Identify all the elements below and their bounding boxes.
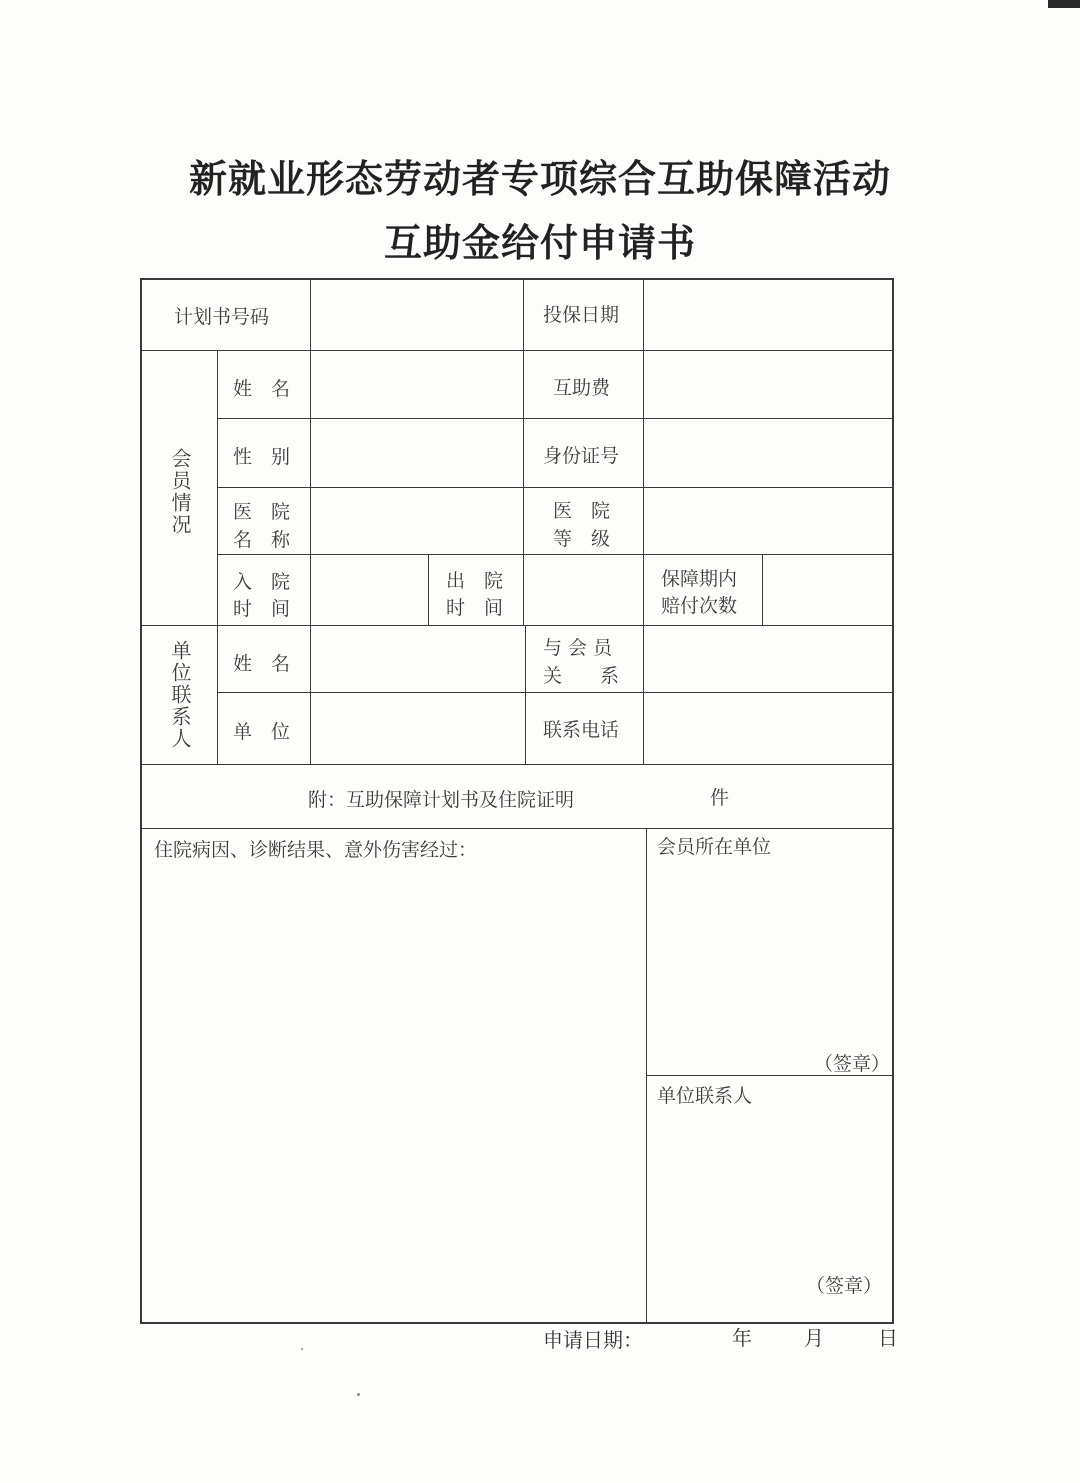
year-label: 年 bbox=[732, 1326, 752, 1350]
hospital-level-label: 医 院 bbox=[553, 500, 611, 522]
column-divider bbox=[762, 554, 763, 625]
id-number-label: 身份证号 bbox=[543, 445, 620, 467]
relation-label: 关 系 bbox=[543, 665, 620, 687]
row-divider bbox=[217, 554, 894, 555]
row-divider bbox=[217, 487, 894, 488]
plan-number-field[interactable] bbox=[312, 280, 522, 349]
column-divider bbox=[643, 625, 644, 764]
gender-label: 性 别 bbox=[233, 446, 291, 468]
relation-field[interactable] bbox=[645, 627, 892, 691]
column-divider bbox=[428, 554, 429, 625]
apply-year-field[interactable] bbox=[660, 1322, 728, 1352]
discharge-time-field[interactable] bbox=[525, 556, 642, 624]
seal-label: （签章） bbox=[814, 1053, 891, 1075]
row-divider bbox=[217, 418, 894, 419]
hospital-name-label: 医 院 bbox=[233, 501, 291, 523]
hospital-level-field[interactable] bbox=[645, 489, 892, 553]
row-divider bbox=[217, 692, 894, 693]
scan-speck bbox=[301, 1348, 303, 1350]
claims-count-label: 赔付次数 bbox=[661, 595, 738, 617]
claims-count-label: 保障期内 bbox=[661, 568, 738, 590]
hospital-level-label: 等 级 bbox=[553, 528, 611, 550]
column-divider bbox=[643, 278, 644, 555]
admit-time-field[interactable] bbox=[312, 556, 427, 624]
row-divider bbox=[140, 828, 894, 829]
phone-field[interactable] bbox=[645, 694, 892, 763]
column-divider bbox=[523, 554, 524, 625]
apply-day-field[interactable] bbox=[830, 1322, 874, 1352]
seal-label: （签章） bbox=[806, 1275, 883, 1297]
apply-month-field[interactable] bbox=[758, 1322, 800, 1352]
member-unit-label: 会员所在单位 bbox=[657, 836, 772, 858]
form-subtitle: 互助金给付申请书 bbox=[383, 220, 696, 265]
scan-corner-mark bbox=[1048, 0, 1080, 8]
admit-time-label: 入 院 bbox=[233, 571, 291, 593]
plan-number-label: 计划书号码 bbox=[174, 306, 270, 328]
insure-date-label: 投保日期 bbox=[543, 304, 620, 326]
column-divider bbox=[217, 350, 218, 764]
member-fee-label: 互助费 bbox=[553, 377, 611, 399]
row-divider bbox=[140, 350, 894, 351]
unit-label: 单 位 bbox=[233, 721, 291, 743]
hospital-name-field[interactable] bbox=[312, 489, 522, 553]
contact-group-label: 单位联系人 bbox=[168, 640, 192, 750]
discharge-time-label: 出 院 bbox=[446, 570, 504, 592]
discharge-time-label: 时 间 bbox=[446, 597, 504, 619]
column-divider bbox=[643, 554, 644, 625]
column-divider bbox=[310, 278, 311, 764]
column-divider bbox=[523, 278, 524, 555]
id-number-field[interactable] bbox=[645, 420, 892, 486]
column-divider bbox=[525, 625, 526, 764]
unit-contact-signature-area[interactable] bbox=[649, 1110, 892, 1270]
gender-field[interactable] bbox=[312, 420, 522, 486]
relation-label: 与 会 员 bbox=[543, 637, 613, 659]
member-name-label: 姓 名 bbox=[233, 378, 291, 400]
scan-speck bbox=[357, 1393, 360, 1396]
phone-label: 联系电话 bbox=[543, 719, 620, 741]
member-name-field[interactable] bbox=[312, 352, 522, 417]
apply-date-label: 申请日期： bbox=[543, 1328, 643, 1352]
member-fee-field[interactable] bbox=[645, 352, 892, 417]
insure-date-field[interactable] bbox=[645, 280, 892, 349]
attachment-unit-label: 件 bbox=[710, 787, 730, 809]
hospital-name-label: 名 称 bbox=[233, 529, 291, 551]
admit-time-label: 时 间 bbox=[233, 598, 291, 620]
row-divider bbox=[140, 625, 894, 626]
member-group-label: 会员情况 bbox=[168, 448, 192, 536]
attachment-label: 附：互助保障计划书及住院证明 bbox=[308, 789, 575, 811]
claims-count-field[interactable] bbox=[764, 556, 892, 624]
member-unit-signature-area[interactable] bbox=[649, 862, 892, 1047]
contact-name-label: 姓 名 bbox=[233, 653, 291, 675]
diagnosis-label: 住院病因、诊断结果、意外伤害经过： bbox=[154, 839, 478, 861]
form-title: 新就业形态劳动者专项综合互助保障活动 bbox=[188, 156, 891, 201]
row-divider bbox=[140, 764, 894, 765]
contact-name-field[interactable] bbox=[312, 627, 524, 691]
month-label: 月 bbox=[804, 1326, 824, 1350]
unit-contact-label: 单位联系人 bbox=[657, 1085, 753, 1107]
attachment-count-field[interactable] bbox=[610, 770, 706, 822]
diagnosis-field[interactable] bbox=[144, 865, 644, 1321]
day-label: 日 bbox=[878, 1326, 898, 1350]
unit-field[interactable] bbox=[312, 694, 524, 763]
column-divider bbox=[646, 828, 647, 1324]
